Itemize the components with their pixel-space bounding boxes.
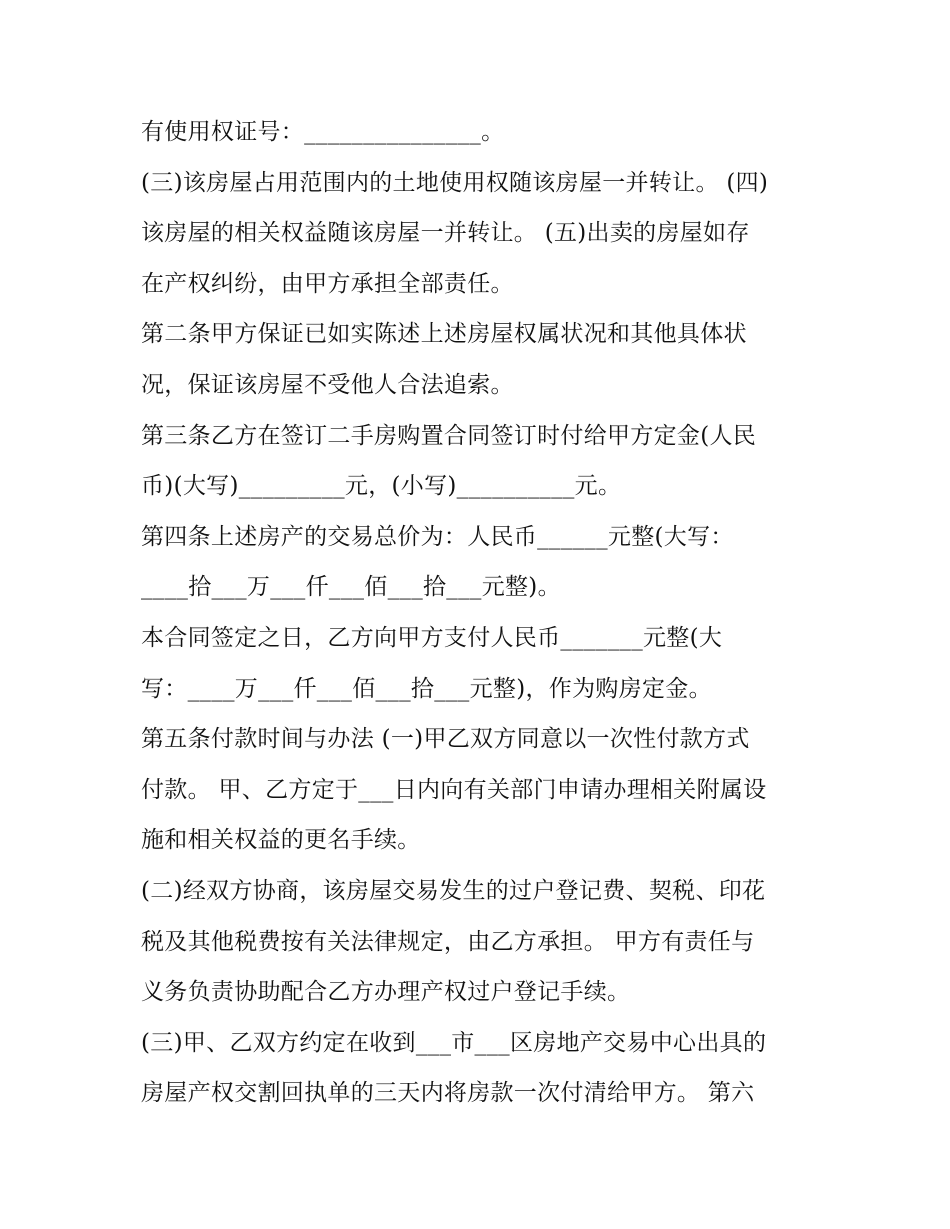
text-line: 第五条付款时间与办法 (一)甲乙双方同意以一次性付款方式 bbox=[141, 726, 750, 753]
text-line: 义务负责协助配合乙方办理产权过户登记手续。 bbox=[141, 979, 631, 1006]
text-line: 第四条上述房产的交易总价为：人民币______元整(大写： bbox=[141, 523, 734, 550]
text-line: 第二条甲方保证已如实陈述上述房屋权属状况和其他具体状 bbox=[141, 321, 747, 348]
text-line: 况，保证该房屋不受他人合法追索。 bbox=[141, 371, 514, 398]
text-line: 币)(大写)_________元，(小写)__________元。 bbox=[141, 473, 622, 500]
text-line: (三)甲、乙双方约定在收到___市___区房地产交易中心出具的 bbox=[141, 1029, 767, 1056]
text-line: 付款。 甲、乙方定于___日内向有关部门申请办理相关附属设 bbox=[141, 776, 767, 803]
text-line: ____拾___万___仟___佰___拾___元整)。 bbox=[141, 574, 561, 601]
text-line: 税及其他税费按有关法律规定，由乙方承担。 甲方有责任与 bbox=[141, 928, 755, 955]
text-line: 房屋产权交割回执单的三天内将房款一次付清给甲方。 第六 bbox=[141, 1080, 755, 1107]
contract-text bbox=[141, 107, 821, 1119]
text-line: 该房屋的相关权益随该房屋一并转让。 (五)出卖的房屋如存 bbox=[141, 220, 750, 247]
text-line: 有使用权证号：_______________。 bbox=[141, 119, 505, 145]
text-line: 本合同签定之日，乙方向甲方支付人民币_______元整(大 bbox=[141, 624, 723, 651]
text-line: 施和相关权益的更名手续。 bbox=[141, 827, 421, 854]
text-line: 写：____万___仟___佰___拾___元整)，作为购房定金。 bbox=[141, 675, 712, 702]
text-line: 第三条乙方在签订二手房购置合同签订时付给甲方定金(人民 bbox=[141, 422, 757, 449]
text-line: (二)经双方协商，该房屋交易发生的过户登记费、契税、印花 bbox=[141, 877, 766, 904]
text-line: 在产权纠纷，由甲方承担全部责任。 bbox=[141, 270, 514, 297]
text-line: (三)该房屋占用范围内的土地使用权随该房屋一并转让。 (四) bbox=[141, 169, 769, 196]
